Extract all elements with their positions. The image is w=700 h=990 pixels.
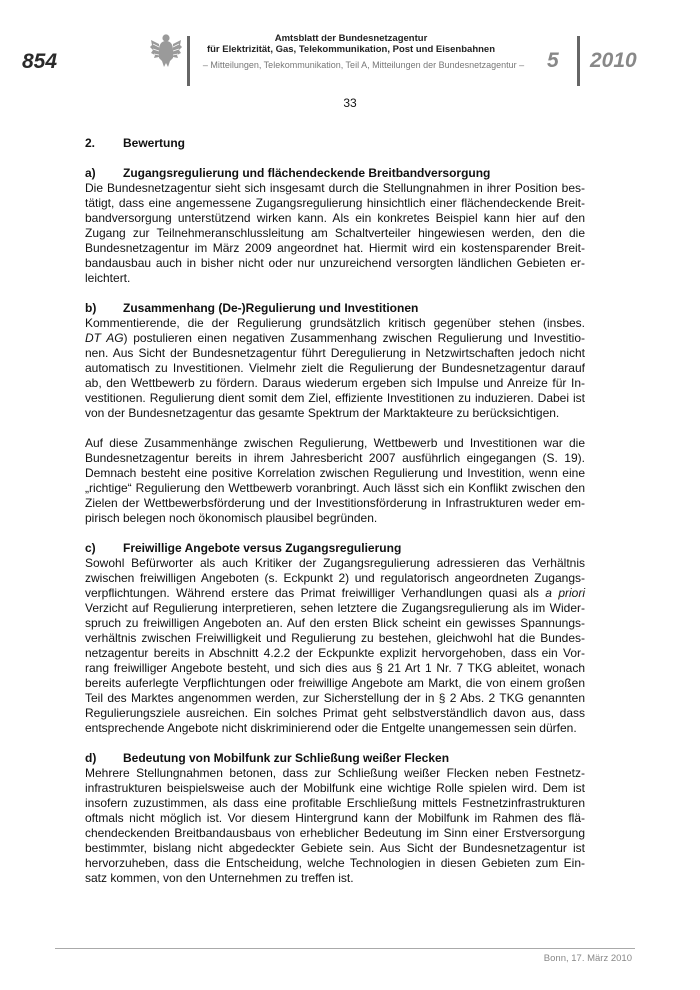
text-line: satz kommen, von den Unternehmen zu treffen ist. bbox=[85, 871, 354, 885]
text-line: Verzicht auf Regulierung interpretieren, sehen letztere die Zugangsregulierung als im Wider- bbox=[85, 601, 585, 615]
issue-year: 2010 bbox=[590, 49, 637, 72]
text-line: verpflichtungen. Während erstere das Primat freiwilliger Verhandlungen quasi als a priori bbox=[85, 586, 585, 600]
text-line: Die Bundesnetzagentur sieht sich insgesamt durch die Stellungnahmen in ihrer Position bes- bbox=[85, 181, 585, 195]
text-line: zwischen freiwilligen Angeboten (s. Eckpunkt 2) und regulatorisch angeordneten Zugangs- bbox=[85, 571, 585, 585]
text-line: Teil des Marktes angenommen werden, zur Sicherstellung der in § 2 Abs. 2 TKG genannten bbox=[85, 691, 585, 705]
federal-eagle-icon bbox=[150, 32, 182, 70]
text-line: tätigt, dass eine angemessene Zugangsregulierung hinsichtlich einer flächendeckende Breit- bbox=[85, 196, 585, 210]
text-line: verhältnis zwischen Freiwilligkeit und Regulierung zu bestehen, gleichwohl hat die Bundes- bbox=[85, 631, 585, 645]
paragraph bbox=[85, 766, 585, 886]
text-line: bandausbau auch in bisher nicht oder nur unzureichend versorgten ländlichen Gebieten er- bbox=[85, 256, 585, 270]
text-line: bandversorgung unterstützend wirken kann. Als ein konkretes Beispiel kann hier auf den bbox=[85, 211, 585, 225]
text-line: Regulierungsziele ausreichen. Ein solches Primat geht selbstverständlich davon aus, dass bbox=[85, 706, 585, 720]
text-line: insofern zuzustimmen, als dass eine profitable Erschließung mittels Festnetzinfrastrukturen bbox=[85, 796, 585, 810]
issue-number: 5 bbox=[547, 49, 559, 72]
subsection-list bbox=[85, 166, 585, 886]
text-line: vestitionen. Regulierung dient somit dem Ziel, effiziente Investitionen zu induzieren. Dabei ist bbox=[85, 391, 585, 405]
text-line: pirisch belegen noch ökonomisch plausibel begründen. bbox=[85, 511, 378, 525]
text-line: ab, den Wettbewerb zu fördern. Daraus wiederum ergeben sich Impulse und Anreize für In- bbox=[85, 376, 585, 390]
journal-subtitle: – Mitteilungen, Telekommunikation, Teil A, Mitteilungen der Bundesnetzagentur – bbox=[202, 60, 525, 70]
section-number: 2. bbox=[85, 136, 96, 150]
text-line: bestimmter, bislang nicht abgedeckter Gebiete sein. Aus Sicht der Bundesnetzagentur ist bbox=[85, 841, 585, 855]
journal-title-line1: Amtsblatt der Bundesnetzagentur bbox=[274, 33, 428, 44]
document-body bbox=[85, 136, 585, 901]
subsection-title: Freiwillige Angebote versus Zugangsregulierung bbox=[123, 541, 402, 555]
text-line: Mehrere Stellungnahmen betonen, dass zur Schließung weißer Flecken neben Festnetz- bbox=[85, 766, 585, 780]
subsection-heading bbox=[85, 751, 585, 766]
footer-divider bbox=[55, 948, 635, 949]
text-line: Zielen der Wettbewerbsförderung und der Investitionsförderung in Infrastrukturen weder em- bbox=[85, 496, 585, 510]
text-line: entsprechende Angebote nicht diskriminierend oder die Entgelte unangemessen sein dürfen. bbox=[85, 721, 577, 735]
header-divider-right bbox=[577, 36, 580, 86]
text-line: DT AG) postulieren einen negativen Zusammenhang zwischen Regulierung und Investitio- bbox=[85, 331, 585, 345]
footer-date: Bonn, 17. März 2010 bbox=[543, 953, 632, 964]
text-line: Sowohl Befürworter als auch Kritiker der Zugangsregulierung adressieren das Verhältnis bbox=[85, 556, 585, 570]
text-line: Kommentierende, die der Regulierung grundsätzlich kritisch gegenüber stehen (insbes. bbox=[85, 316, 585, 330]
header-divider-left bbox=[187, 36, 190, 86]
text-line: automatisch zu Investitionen. Vielmehr zielt die Regulierung der Bundesnetzagentur darauf bbox=[85, 361, 585, 375]
text-line: Bundesnetzagentur bereits in ihrem Jahresbericht 2007 ausführlich eingegangen (S. 19). bbox=[85, 451, 585, 465]
text-line: spruch zu freiwilligen Angeboten an. Auf den ersten Blick scheint ein gewisses Spannungs- bbox=[85, 616, 585, 630]
section-heading bbox=[85, 136, 585, 151]
paragraph bbox=[85, 316, 585, 421]
subsection-label: c) bbox=[85, 541, 96, 555]
section-title: Bewertung bbox=[123, 136, 186, 150]
text-line: von der Bundesnetzagentur das gesamte Spektrum der Marktakteure zu berücksichtigen. bbox=[85, 406, 560, 420]
text-line: netzagentur bereits in Abschnitt 4.2.2 der Eckpunkte explizit hervorgehoben, dass ein Vor- bbox=[85, 646, 585, 660]
subsection-label: b) bbox=[85, 301, 97, 315]
text-line: Auf diese Zusammenhänge zwischen Regulierung, Wettbewerb und Investitionen war die bbox=[85, 436, 585, 450]
subsection-heading bbox=[85, 301, 585, 316]
subsection bbox=[85, 301, 585, 526]
text-line: leichtert. bbox=[85, 271, 131, 285]
page-number: 854 bbox=[22, 50, 58, 73]
paragraph bbox=[85, 436, 585, 526]
subsection-label: a) bbox=[85, 166, 96, 180]
subsection-title: Zusammenhang (De-)Regulierung und Investitionen bbox=[123, 301, 419, 315]
paragraph bbox=[85, 556, 585, 736]
text-line: nen. Aus Sicht der Bundesnetzagentur führt Deregulierung in Netzwirtschaften jedoch nicht bbox=[85, 346, 585, 360]
text-line: „richtige“ Regulierung den Wettbewerb voranbringt. Auch lässt sich ein Konflikt zwischen den bbox=[85, 481, 585, 495]
text-line: Bundesnetzagentur im März 2009 angeordnet hat. Hiermit wird ein kostensparender Breit- bbox=[85, 241, 585, 255]
text-line: hervorzuheben, dass die Entscheidung, welche Technologien in diesen Gebieten zum Ein- bbox=[85, 856, 585, 870]
subsection-heading bbox=[85, 166, 585, 181]
subsection-heading bbox=[85, 541, 585, 556]
journal-title-line2: für Elektrizität, Gas, Telekommunikation, Post und Eisenbahnen bbox=[206, 44, 496, 55]
text-line: Zugang zur Teilnehmeranschlussleitung am Schaltverteiler hingewiesen werden, den die bbox=[85, 226, 585, 240]
text-line: bereits auferlegte Verpflichtungen oder freiwillige Angebote am Markt, die von einem großen bbox=[85, 676, 585, 690]
text-line: rang freiwilliger Angebote besteht, und sich dies aus § 21 Art 1 Nr. 7 TKG ableitet, wonach bbox=[85, 661, 585, 675]
text-line: chendeckenden Breitbandausbaus von erheblicher Bedeutung im Sinn einer Erstversorgung bbox=[85, 826, 585, 840]
subsection bbox=[85, 751, 585, 886]
inner-page-number: 33 bbox=[343, 96, 357, 110]
subsection-label: d) bbox=[85, 751, 97, 765]
subsection bbox=[85, 541, 585, 736]
text-line: Demnach besteht eine positive Korrelation zwischen Regulierung und Investition, wenn eine bbox=[85, 466, 585, 480]
subsection bbox=[85, 166, 585, 286]
text-line: oftmals nicht möglich ist. Vor diesem Hintergrund kann der Mobilfunk im Rahmen des flä- bbox=[85, 811, 585, 825]
paragraph bbox=[85, 181, 585, 286]
text-line: infrastrukturen beispielsweise auch der Mobilfunk eine wichtige Rolle spielen wird. Dem ist bbox=[85, 781, 585, 795]
subsection-title: Bedeutung von Mobilfunk zur Schließung weißer Flecken bbox=[123, 751, 450, 765]
subsection-title: Zugangsregulierung und flächendeckende Breitbandversorgung bbox=[123, 166, 491, 180]
